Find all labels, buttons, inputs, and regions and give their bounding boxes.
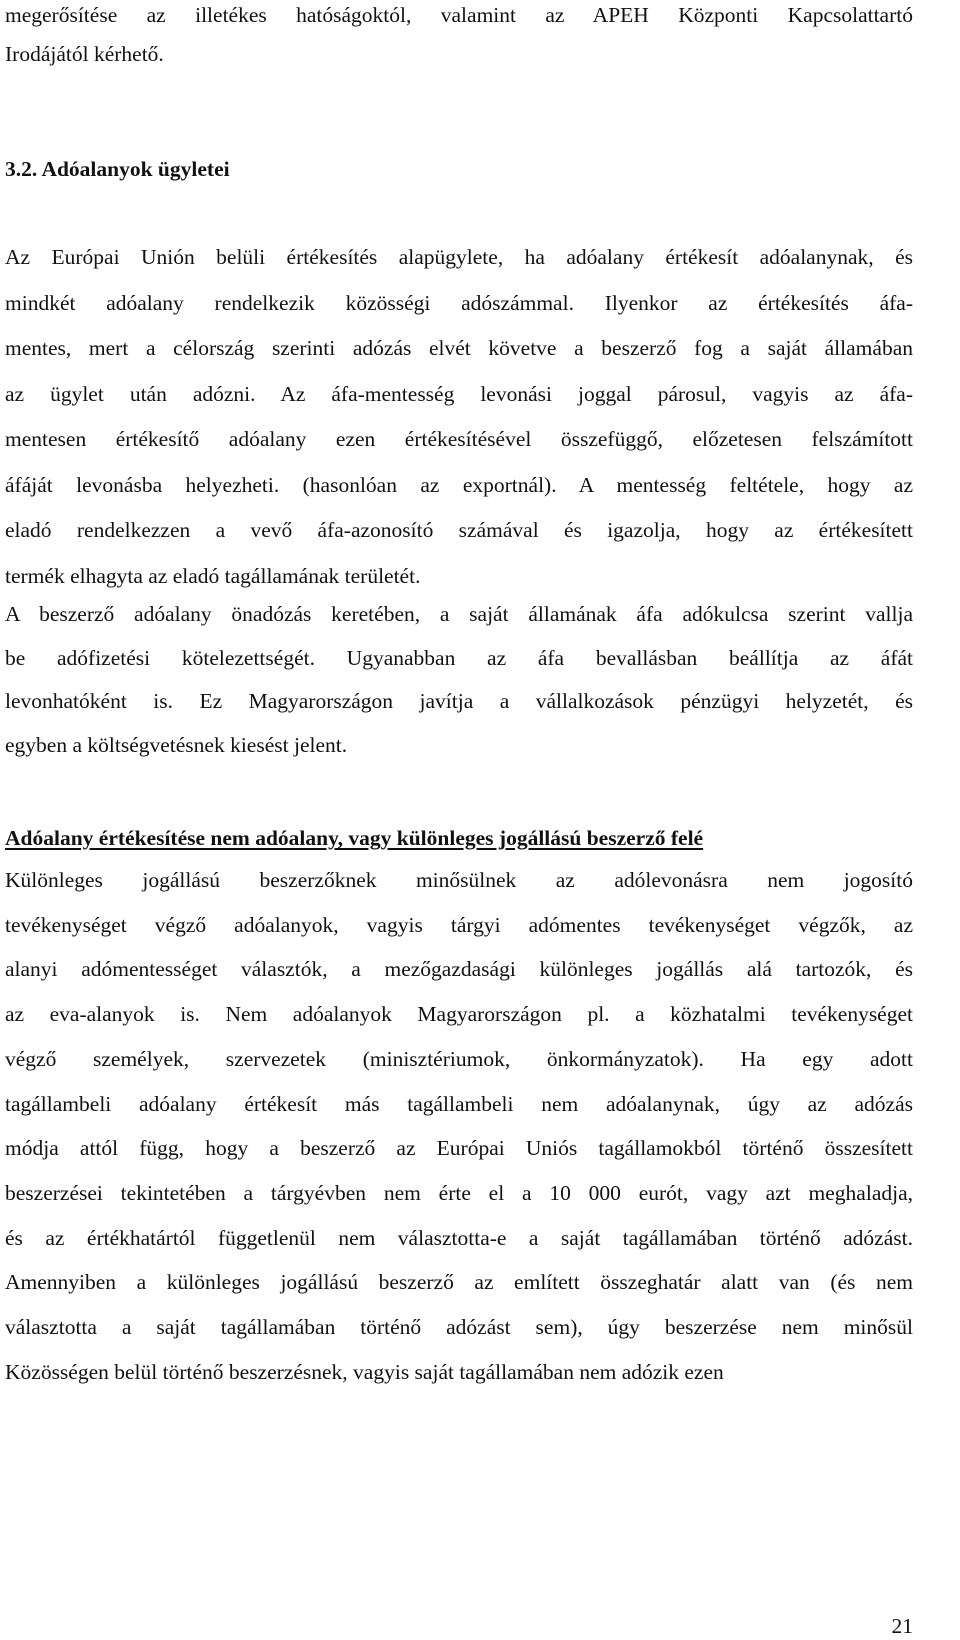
text-line: Az Európai Unión belüli értékesítés alapügylete, ha adóalany értékesít adóalanynak, és (5, 245, 913, 269)
text-line: az ügylet után adózni. Az áfa-mentesség levonási joggal párosul, vagyis az áfa- (5, 381, 913, 406)
text-line: áfáját levonásba helyezheti. (hasonlóan az exportnál). A mentesség feltétele, hogy az (5, 472, 913, 497)
text-line: Irodájától kérhető. (5, 42, 164, 66)
text-line: és az értékhatártól függetlenül nem választotta-e a saját tagállamában történő adózást. (5, 1225, 913, 1250)
text-line: be adófizetési kötelezettségét. Ugyanabban az áfa bevallásban beállítja az áfát (5, 645, 913, 670)
text-line: A beszerző adóalany önadózás keretében, a saját államának áfa adókulcsa szerint vallja (5, 602, 913, 626)
subsection-heading: Adóalany értékesítése nem adóalany, vagy különleges jogállású beszerző felé (5, 826, 704, 850)
section-heading: 3.2. Adóalanyok ügyletei (5, 157, 230, 181)
text-line: módja attól függ, hogy a beszerző az Európai Uniós tagállamokból történő összesített (5, 1136, 913, 1161)
text-line: mindkét adóalany rendelkezik közösségi adószámmal. Ilyenkor az értékesítés áfa- (5, 290, 913, 315)
text-line: megerősítése az illetékes hatóságoktól, valamint az APEH Központi Kapcsolattartó (5, 3, 913, 27)
text-line: eladó rendelkezzen a vevő áfa-azonosító számával és igazolja, hogy az értékesített (5, 518, 913, 542)
text-line: Amennyiben a különleges jogállású beszerző az említett összeghatár alatt van (és nem (5, 1270, 913, 1295)
text-line: Közösségen belül történő beszerzésnek, vagyis saját tagállamában nem adózik ezen (5, 1359, 724, 1384)
text-line: tagállambeli adóalany értékesít más tagállambeli nem adóalanynak, úgy az adózás (5, 1091, 913, 1116)
text-line: Különleges jogállású beszerzőknek minősülnek az adólevonásra nem jogosító (5, 868, 913, 892)
text-line: egyben a költségvetésnek kiesést jelent. (5, 732, 348, 757)
text-line: mentes, mert a célország szerinti adózás elvét követve a beszerző fog a saját államában (5, 336, 913, 360)
text-line: választotta a saját tagállamában történő adózást sem), úgy beszerzése nem minősül (5, 1315, 913, 1339)
text-line: beszerzései tekintetében a tárgyévben nem érte el a 10 000 eurót, vagy azt meghaladja, (5, 1180, 913, 1205)
text-line: mentesen értékesítő adóalany ezen értékesítésével összefüggő, előzetesen felszámított (5, 427, 913, 451)
text-line: levonhatóként is. Ez Magyarországon javítja a vállalkozások pénzügyi helyzetét, és (5, 689, 913, 713)
text-line: termék elhagyta az eladó tagállamának területét. (5, 563, 421, 588)
text-line: tevékenységet végző adóalanyok, vagyis tárgyi adómentes tevékenységet végzők, az (5, 912, 913, 937)
text-line: az eva-alanyok is. Nem adóalanyok Magyarországon pl. a közhatalmi tevékenységet (5, 1002, 913, 1027)
text-line: végző személyek, szervezetek (minisztériumok, önkormányzatok). Ha egy adott (5, 1046, 913, 1071)
text-line: alanyi adómentességet választók, a mezőgazdasági különleges jogállás alá tartozók, és (5, 957, 913, 982)
page-number: 21 (891, 1614, 913, 1638)
